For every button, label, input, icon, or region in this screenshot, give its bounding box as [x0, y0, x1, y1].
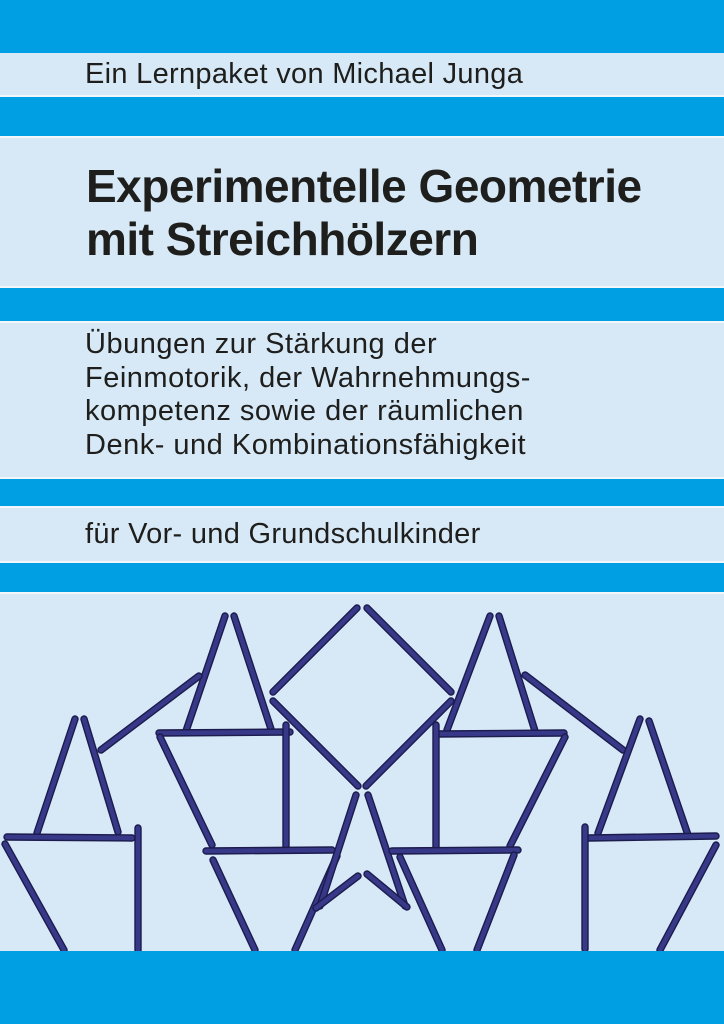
matchstick — [84, 719, 118, 832]
matchstick — [273, 608, 357, 692]
subtitle-line: Denk- und Kombinationsfähigkeit — [85, 428, 527, 461]
matchstick — [447, 616, 490, 730]
matchstick — [392, 850, 518, 851]
matchstick — [477, 855, 514, 950]
matchstick — [660, 845, 716, 950]
byline-text: Ein Lernpaket von Michael Junga — [85, 57, 524, 90]
stripe-blue-3 — [0, 288, 724, 321]
subtitle-line: kompetenz sowie der räumlichen — [85, 395, 524, 427]
matchstick — [649, 721, 688, 835]
cover-title — [86, 138, 642, 266]
subtitle-line: Feinmotorik, der Wahrnehmungs- — [85, 361, 531, 394]
matchstick-group — [5, 608, 716, 950]
audience-text: für Vor- und Grundschulkinder — [85, 518, 481, 550]
matchstick — [234, 616, 271, 729]
matchstick-figure — [0, 594, 724, 951]
title-line-1: Experimentelle Geometrie — [86, 160, 642, 212]
matchstick — [37, 719, 75, 833]
subtitle-line: Übungen zur Stärkung der — [85, 328, 438, 360]
stripe-blue-bottom — [0, 951, 724, 1024]
matchstick — [160, 737, 212, 845]
matchstick — [499, 616, 535, 731]
stripe-blue-top — [0, 0, 724, 53]
stripe-blue-5 — [0, 563, 724, 592]
matchstick — [213, 860, 255, 950]
matchstick — [101, 676, 199, 750]
title-line-2: mit Streichhölzern — [86, 213, 479, 265]
matchstick — [186, 616, 225, 731]
stripe-blue-2 — [0, 97, 724, 136]
matchstick — [589, 836, 716, 838]
matchstick — [206, 850, 332, 851]
matchstick — [510, 737, 565, 846]
matchstick — [7, 837, 132, 838]
matchstick — [5, 844, 64, 950]
stripe-blue-4 — [0, 479, 724, 506]
subtitle-block — [85, 323, 531, 462]
matchstick — [437, 733, 564, 734]
matchstick — [367, 608, 451, 692]
matchstick — [159, 732, 290, 733]
matchstick — [525, 675, 623, 750]
